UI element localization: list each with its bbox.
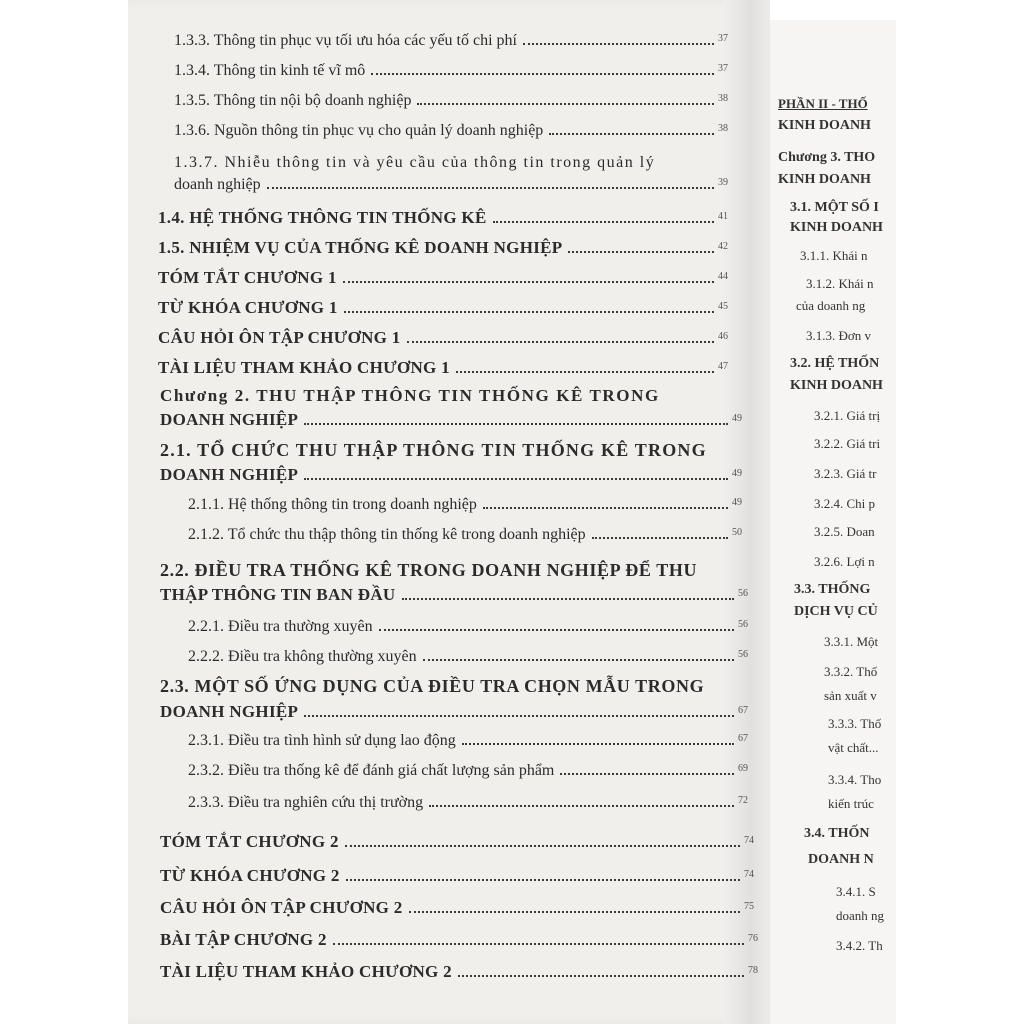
toc-entry-label: 2.1.1. Hệ thống thông tin trong doanh nghiệp xyxy=(188,496,477,513)
right-line: 3.1.3. Đơn v xyxy=(806,328,872,343)
right-line: kiến trúc xyxy=(828,796,874,811)
toc-entry-label: 1.3.6. Nguồn thông tin phục vụ cho quản lý doanh nghiệp xyxy=(174,122,544,139)
toc-entry-2-1-line1: 2.1. TỔ CHỨC THU THẬP THÔNG TIN THỐNG KÊ TRONG xyxy=(160,440,707,460)
toc-entry-label: DOANH NGHIỆP xyxy=(160,702,299,721)
toc-entry-label: 2.2.1. Điều tra thường xuyên xyxy=(188,618,373,635)
right-line: DỊCH VỤ CỦ xyxy=(794,604,878,619)
right-line: 3.1.1. Khái n xyxy=(800,248,868,263)
toc-page-number: 39 xyxy=(718,177,728,188)
toc-page-number: 72 xyxy=(738,795,748,806)
toc-entry-review-2 xyxy=(160,898,754,918)
toc-page-number: 56 xyxy=(738,588,748,599)
right-line: doanh ng xyxy=(836,908,885,923)
right-line: 3.4.1. S xyxy=(836,884,876,899)
toc-chapter-2 xyxy=(160,410,742,430)
right-line: 3.2.1. Giá trị xyxy=(814,408,881,423)
toc-page-number: 74 xyxy=(744,835,754,846)
toc-entry-1-3-6 xyxy=(174,122,728,140)
toc-entry-label: DOANH NGHIỆP xyxy=(160,465,299,484)
toc-entry-2-1 xyxy=(160,465,742,485)
toc-entry-2-3 xyxy=(160,702,748,722)
toc-entry-label: DOANH NGHIỆP xyxy=(160,410,299,429)
toc-page-number: 74 xyxy=(744,869,754,880)
toc-entry-label: THẬP THÔNG TIN BAN ĐẦU xyxy=(160,585,396,604)
toc-entry-label: 1.5. NHIỆM VỤ CỦA THỐNG KÊ DOANH NGHIỆP xyxy=(158,238,563,257)
toc-entry-1-3-4 xyxy=(174,62,728,80)
toc-entry-1-3-5 xyxy=(174,92,728,110)
toc-entry-2-1-1 xyxy=(188,496,742,514)
right-line: KINH DOANH xyxy=(778,118,871,133)
right-line: 3.3.3. Thố xyxy=(828,716,882,731)
toc-page-number: 78 xyxy=(748,965,758,976)
toc-entry-1-5 xyxy=(158,238,728,258)
toc-entry-label: 2.3.2. Điều tra thống kê để đánh giá chất lượng sản phẩm xyxy=(188,762,555,779)
toc-entry-label: 1.3.3. Thông tin phục vụ tối ưu hóa các yếu tố chi phí xyxy=(174,32,517,49)
toc-page-number: 44 xyxy=(718,271,728,282)
toc-page-number: 75 xyxy=(744,901,754,912)
toc-entry-summary-2 xyxy=(160,832,754,852)
right-line: 3.1. MỘT SỐ I xyxy=(790,200,879,215)
toc-entry-2-2-line1: 2.2. ĐIỀU TRA THỐNG KÊ TRONG DOANH NGHIỆP ĐỂ THU xyxy=(160,560,698,580)
right-book-page xyxy=(770,20,896,1024)
toc-page-number: 49 xyxy=(732,497,742,508)
toc-page-number: 37 xyxy=(718,63,728,74)
toc-entry-review-1 xyxy=(158,328,728,348)
toc-page-number: 49 xyxy=(732,413,742,424)
right-line: 3.2.4. Chi p xyxy=(814,496,876,511)
right-line: 3.2.6. Lợi n xyxy=(814,554,875,569)
toc-entry-1-3-3 xyxy=(174,32,728,50)
toc-entry-2-3-1 xyxy=(188,732,748,750)
toc-entry-label: TÓM TẮT CHƯƠNG 1 xyxy=(158,268,337,287)
toc-page-number: 46 xyxy=(718,331,728,342)
toc-entry-exercises-2 xyxy=(160,930,758,950)
toc-entry-label: CÂU HỎI ÔN TẬP CHƯƠNG 1 xyxy=(158,328,401,347)
right-line: KINH DOANH xyxy=(778,172,871,187)
toc-page-number: 41 xyxy=(718,211,728,222)
toc-page-number: 56 xyxy=(738,619,748,630)
right-line: 3.4. THỐN xyxy=(804,826,870,841)
right-line: 3.2.3. Giá tr xyxy=(814,466,877,481)
right-line: KINH DOANH xyxy=(790,378,883,393)
toc-chapter-2-line1: Chương 2. THU THẬP THÔNG TIN THỐNG KÊ TRONG xyxy=(160,386,660,405)
toc-entry-label: TỪ KHÓA CHƯƠNG 2 xyxy=(160,866,340,885)
right-line: 3.4.2. Th xyxy=(836,938,883,953)
right-line: DOANH N xyxy=(808,852,874,867)
toc-entry-label: 1.3.4. Thông tin kinh tế vĩ mô xyxy=(174,62,366,79)
right-line: 3.2.2. Giá tri xyxy=(814,436,881,451)
toc-entry-references-2 xyxy=(160,962,758,982)
right-line: vật chất... xyxy=(828,740,879,755)
right-line: Chương 3. THO xyxy=(778,150,876,165)
toc-entry-keywords-1 xyxy=(158,298,728,318)
right-line: KINH DOANH xyxy=(790,220,883,235)
toc-entry-references-1 xyxy=(158,358,728,378)
toc-page-number: 49 xyxy=(732,468,742,479)
toc-entry-label: 2.1.2. Tổ chức thu thập thông tin thống kê trong doanh nghiệp xyxy=(188,526,586,543)
background-right xyxy=(896,0,1024,1024)
right-part-title: PHẦN II - THỐ xyxy=(778,96,868,111)
toc-entry-2-2 xyxy=(160,585,748,605)
toc-entry-summary-1 xyxy=(158,268,728,288)
toc-page-number: 42 xyxy=(718,241,728,252)
toc-page-number: 67 xyxy=(738,705,748,716)
toc-page-number: 50 xyxy=(732,527,742,538)
toc-entry-label: TỪ KHÓA CHƯƠNG 1 xyxy=(158,298,338,317)
toc-page-number: 37 xyxy=(718,33,728,44)
toc-entry-label: TÀI LIỆU THAM KHẢO CHƯƠNG 1 xyxy=(158,358,450,377)
toc-page-number: 67 xyxy=(738,733,748,744)
toc-entry-label: 2.3.3. Điều tra nghiên cứu thị trường xyxy=(188,794,424,811)
toc-entry-2-1-2 xyxy=(188,526,742,544)
toc-entry-label: doanh nghiệp xyxy=(174,176,261,193)
toc-entry-2-2-1 xyxy=(188,618,748,636)
toc-entry-label: TÓM TẮT CHƯƠNG 2 xyxy=(160,832,339,851)
toc-entry-label: 1.3.5. Thông tin nội bộ doanh nghiệp xyxy=(174,92,412,109)
toc-entry-keywords-2 xyxy=(160,866,754,886)
toc-entry-label: 1.4. HỆ THỐNG THÔNG TIN THỐNG KÊ xyxy=(158,208,487,227)
toc-entry-1-3-7-line1: 1.3.7. Nhiễu thông tin và yêu cầu của thông tin trong quản lý xyxy=(174,154,656,171)
toc-entry-label: TÀI LIỆU THAM KHẢO CHƯƠNG 2 xyxy=(160,962,452,981)
toc-entry-label: 2.3.1. Điều tra tình hình sử dụng lao động xyxy=(188,732,456,749)
toc-page-number: 38 xyxy=(718,123,728,134)
right-line: 3.3.1. Một xyxy=(824,634,879,649)
toc-entry-label: BÀI TẬP CHƯƠNG 2 xyxy=(160,930,327,949)
right-line: 3.2. HỆ THỐN xyxy=(790,356,880,371)
toc-page-number: 47 xyxy=(718,361,728,372)
toc-page-number: 69 xyxy=(738,763,748,774)
right-line: 3.3.4. Tho xyxy=(828,772,882,787)
right-line: 3.3.2. Thố xyxy=(824,664,878,679)
toc-entry-2-2-2 xyxy=(188,648,748,666)
toc-entry-label: CÂU HỎI ÔN TẬP CHƯƠNG 2 xyxy=(160,898,403,917)
right-line: 3.1.2. Khái n xyxy=(806,276,874,291)
toc-page-number: 38 xyxy=(718,93,728,104)
toc-entry-2-3-line1: 2.3. MỘT SỐ ỨNG DỤNG CỦA ĐIỀU TRA CHỌN MẪU TRONG xyxy=(160,676,705,696)
toc-entry-2-3-2 xyxy=(188,762,748,780)
toc-entry-1-3-7 xyxy=(174,176,728,194)
toc-entry-label: 2.2.2. Điều tra không thường xuyên xyxy=(188,648,417,665)
toc-page-number: 76 xyxy=(748,933,758,944)
right-line: 3.2.5. Doan xyxy=(814,524,875,539)
right-line: của doanh ng xyxy=(796,298,866,313)
toc-page-number: 56 xyxy=(738,649,748,660)
right-line: sản xuất v xyxy=(824,688,877,703)
toc-entry-1-4 xyxy=(158,208,728,228)
toc-page-number: 45 xyxy=(718,301,728,312)
right-line: 3.3. THỐNG xyxy=(794,582,871,597)
toc-entry-2-3-3 xyxy=(188,794,748,812)
